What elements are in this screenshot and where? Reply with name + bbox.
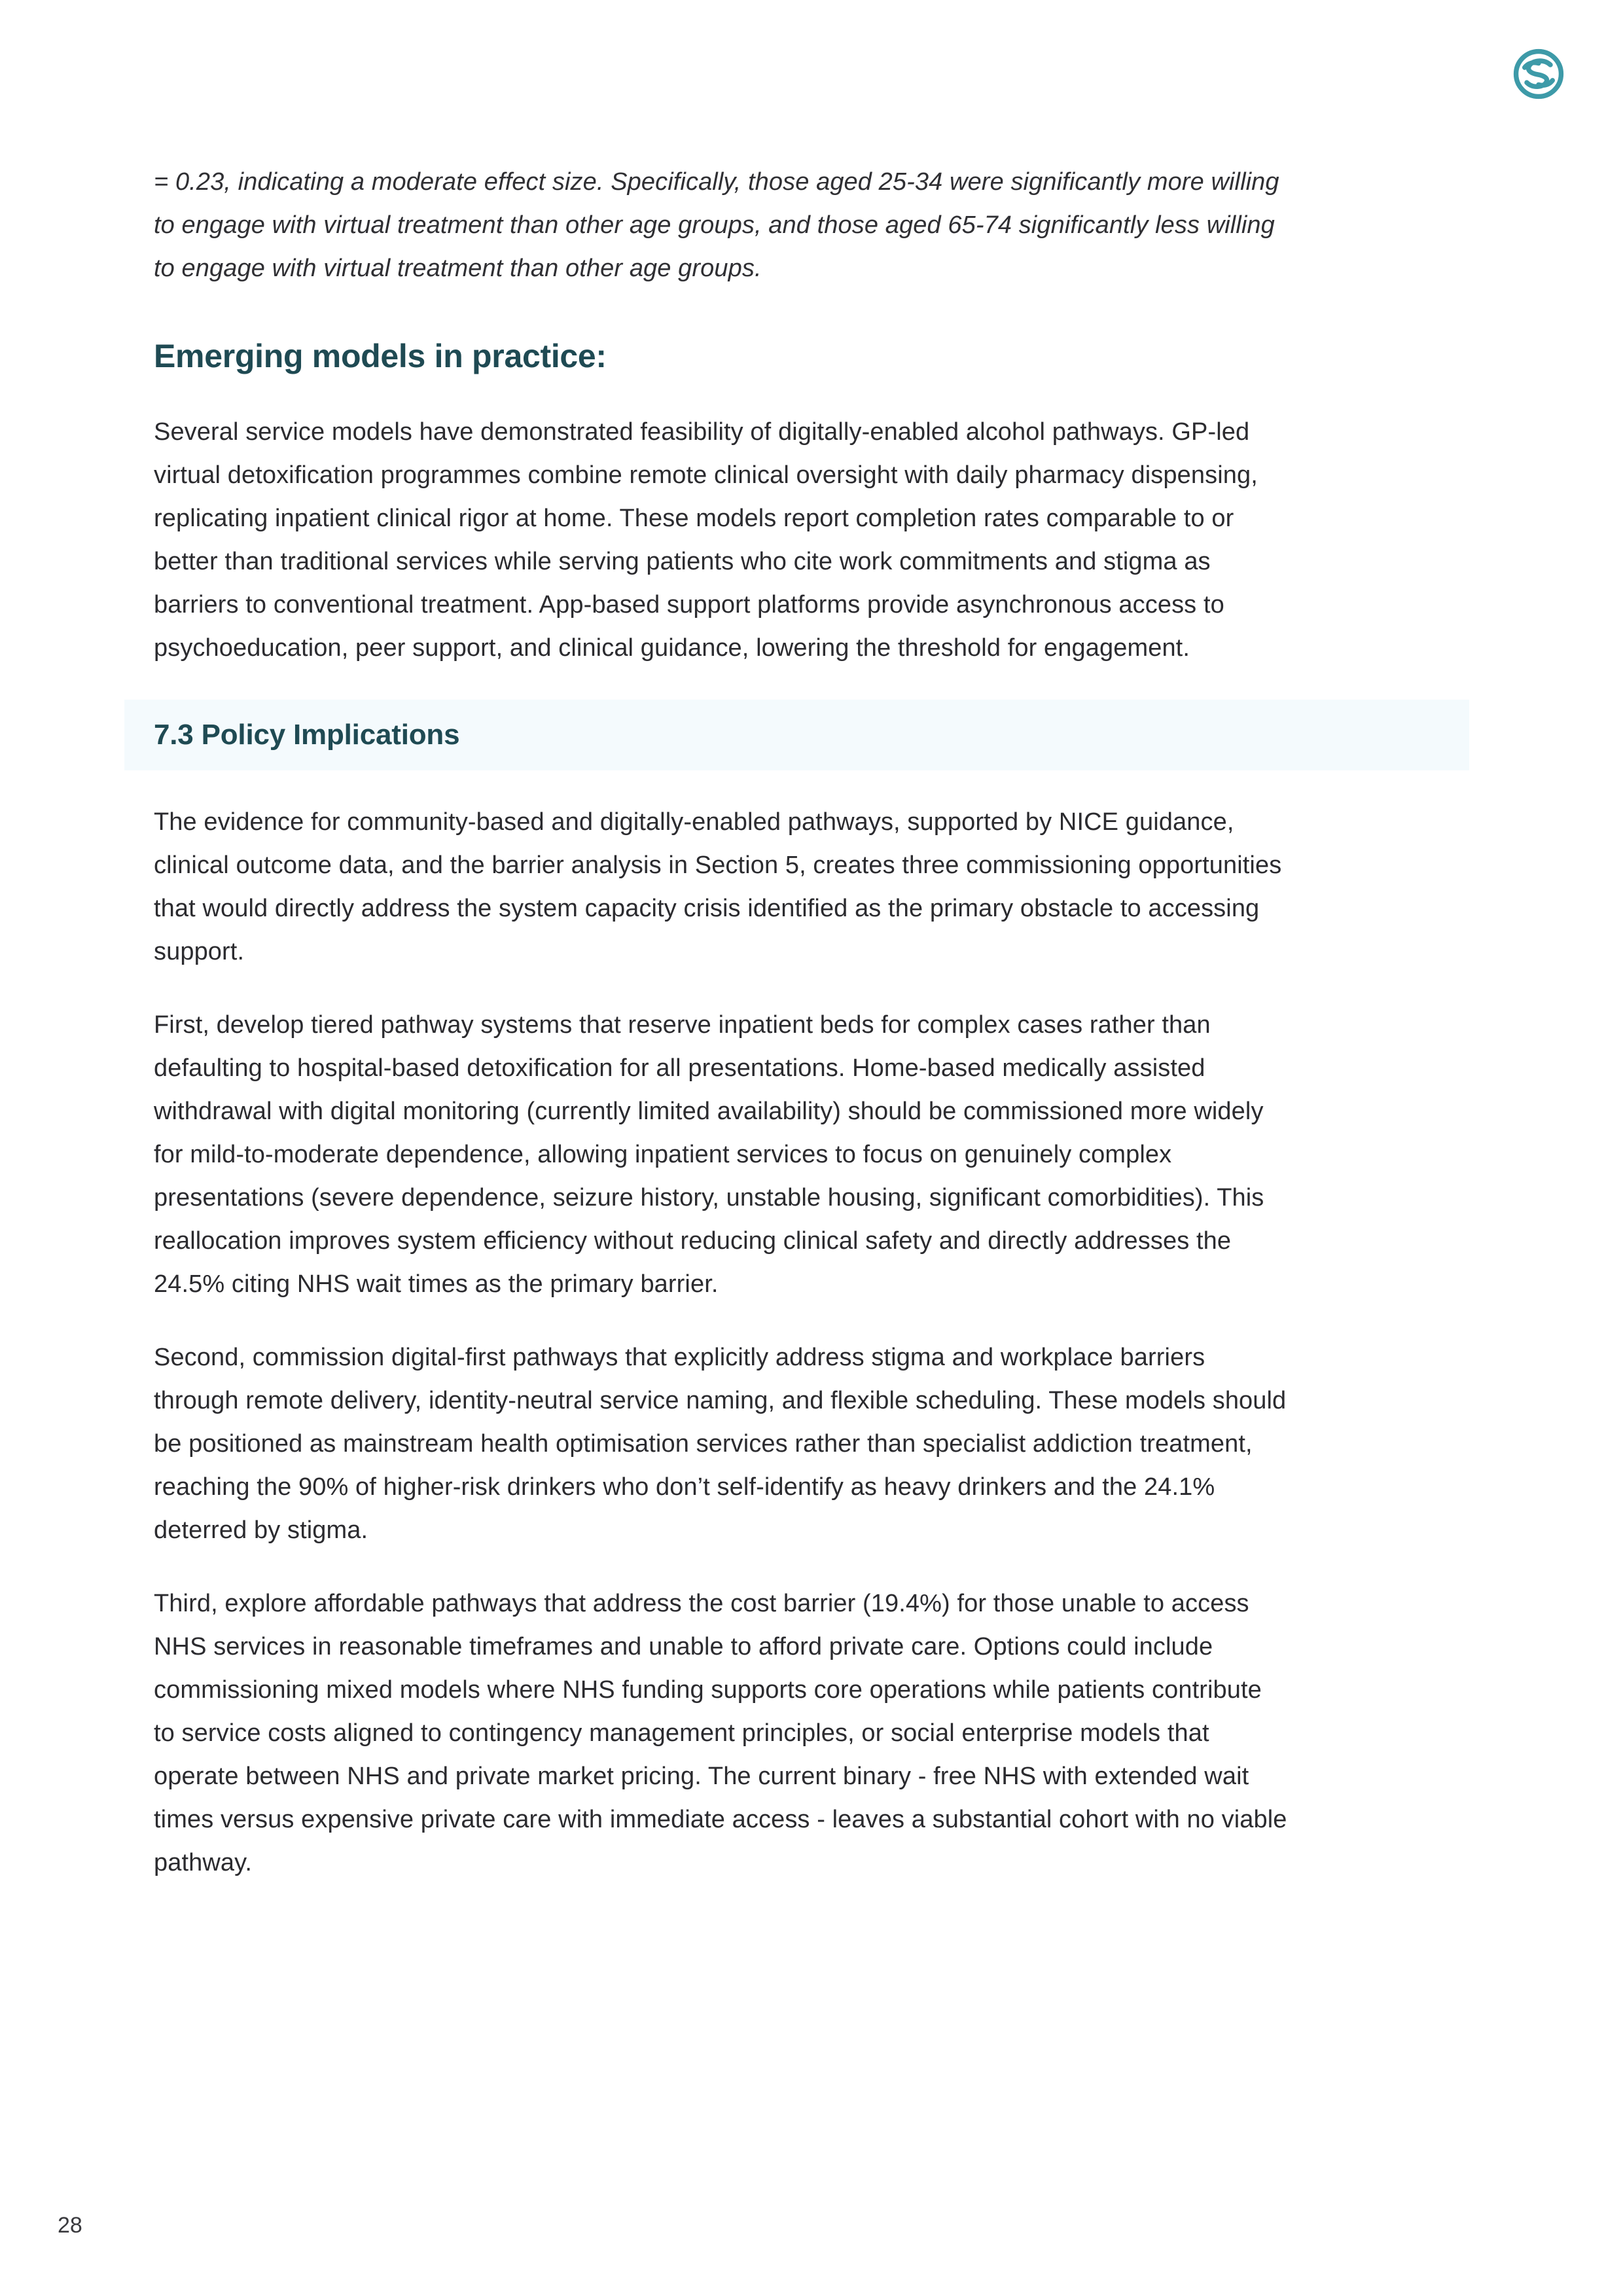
paragraph-evidence: The evidence for community-based and digitally-enabled pathways, supported by NICE guidance, clinical outcome data, and the barrier analysis in Section 5, creates three commissioning opportunities that would directly address the system capacity crisis identified as the primary obstacle to accessing support.: [154, 808, 1282, 965]
section-heading-band: [124, 700, 1469, 770]
paragraph-third-recommendation: Third, explore affordable pathways that address the cost barrier (19.4%) for those unable to access NHS services in reasonable timeframes and unable to afford private care. Options could include commissioning mixed models where NHS funding supports core operations while patients contribute to service costs aligned to contingency management principles, or social enterprise models that operate between NHS and private market pricing. The current binary - free NHS with extended wait times versus expensive private care with immediate access - leaves a substantial cohort with no viable pathway.: [154, 1590, 1287, 1876]
page-content: [154, 160, 1289, 1914]
page-number: 28: [58, 2213, 82, 2238]
paragraph-emerging-models: Several service models have demonstrated feasibility of digitally-enabled alcohol pathways. GP-led virtual detoxification programmes combine remote clinical oversight with daily pharmacy dispensing, replicating inpatient clinical rigor at home. These models report completion rates comparable to or better than traditional services while serving patients who cite work commitments and stigma as barriers to conventional treatment. App-based support platforms provide asynchronous access to psychoeducation, peer support, and clinical guidance, lowering the threshold for engagement.: [154, 418, 1258, 662]
intro-italic-paragraph: = 0.23, indicating a moderate effect size. Specifically, those aged 25-34 were significantly more willing to engage with virtual treatment than other age groups, and those aged 65-74 significantly less willing to engage with virtual treatment than other age groups.: [154, 168, 1279, 282]
paragraph-first-recommendation: First, develop tiered pathway systems that reserve inpatient beds for complex cases rather than defaulting to hospital-based detoxification for all presentations. Home-based medically assisted withdrawal with digital monitoring (currently limited availability) should be commissioned more widely for mild-to-moderate dependence, allowing inpatient services to focus on genuinely complex presentations (severe dependence, seizure history, unstable housing, significant comorbidities). This reallocation improves system efficiency without reducing clinical safety and directly addresses the 24.5% citing NHS wait times as the primary barrier.: [154, 1011, 1264, 1298]
brand-logo: [1512, 47, 1565, 101]
heading-emerging-models-in-practice: Emerging models in practice:: [154, 338, 607, 374]
circular-wave-logo-icon: [1512, 47, 1565, 101]
section-heading-7-3-policy-implications: 7.3 Policy Implications: [154, 719, 460, 751]
paragraph-second-recommendation: Second, commission digital-first pathways that explicitly address stigma and workplace barriers through remote delivery, identity-neutral service naming, and flexible scheduling. These models should be positioned as mainstream health optimisation services rather than specialist addiction treatment, reaching the 90% of higher-risk drinkers who don’t self-identify as heavy drinkers and the 24.1% deterred by stigma.: [154, 1344, 1287, 1544]
section-heading-spacer: [154, 700, 1289, 770]
